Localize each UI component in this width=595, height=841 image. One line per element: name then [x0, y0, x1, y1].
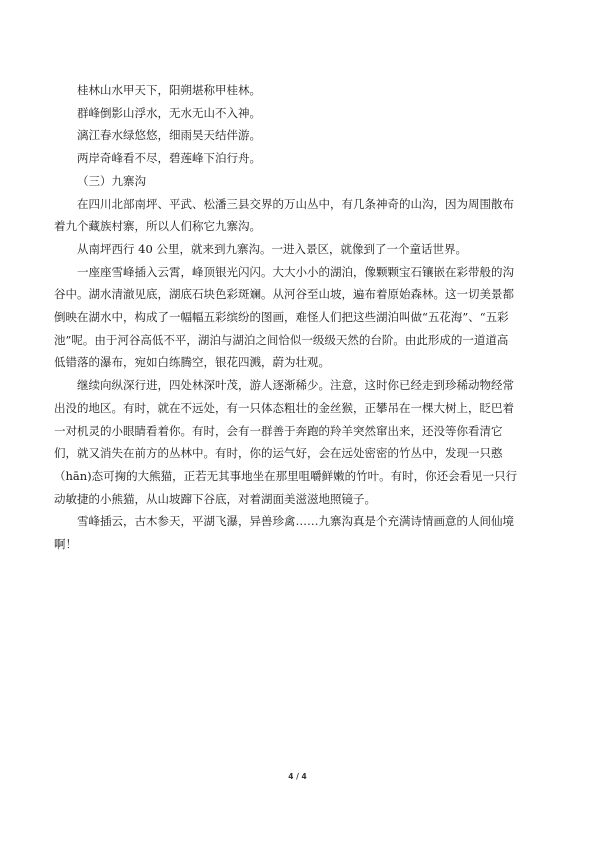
poem-line: 群峰倒影山浮水，无水无山不入神。: [77, 105, 261, 120]
paragraph-line: 一对机灵的小眼睛看着你。有时，会有一群善于奔跑的羚羊突然窜出来，还没等你看清它: [54, 423, 503, 438]
paragraph-line: 继续向纵深行进，四处林深叶茂，游人逐渐稀少。注意，这时你已经走到珍稀动物经常: [77, 378, 514, 393]
paragraph-line: 着九个藏族村寨，所以人们称它九寨沟。: [54, 219, 261, 234]
paragraph-line: 一座座雪峰插入云霄，峰顶银光闪闪。大大小小的湖泊，像颗颗宝石镶嵌在彩带般的沟: [77, 264, 514, 279]
paragraph-line: 倒映在湖水中，构成了一幅幅五彩缤纷的图画，难怪人们把这些湖泊叫做“五花海”、“五彩: [54, 310, 509, 325]
paragraph: [54, 374, 542, 510]
paragraph-line: 在四川北部南坪、平武、松潘三县交界的万山丛中，有几条神奇的山沟，因为周围散布: [77, 196, 514, 211]
paragraph-line: 雪峰插云，古木参天，平湖飞瀑，异兽珍禽……九寨沟真是个充满诗情画意的人间仙境: [77, 514, 514, 529]
paragraph-line: 池”呢。由于河谷高低不平，湖泊与湖泊之间恰似一级级天然的台阶。由此形成的一道道高: [54, 332, 509, 347]
paragraph-line: （hān)态可掬的大熊猫，正若无其事地坐在那里咀嚼鲜嫩的竹叶。有时，你还会看见一只行: [54, 468, 518, 483]
section-heading: （三）九寨沟: [77, 173, 146, 188]
paragraph-line: 啊！: [54, 537, 77, 552]
paragraph: [54, 193, 542, 238]
poem-line: 桂林山水甲天下，阳朔堪称甲桂林。: [77, 83, 261, 97]
document-body: [54, 79, 542, 556]
paragraph: [54, 261, 542, 375]
poem-line: 两岸奇峰看不尽，碧莲峰下泊行舟。: [77, 151, 261, 166]
paragraph: [54, 510, 542, 555]
page-number: 4 / 4: [288, 772, 307, 781]
paragraph-line: 们，就又消失在前方的丛林中。有时，你的运气好，会在远处密密的竹丛中，发现一只憨: [54, 446, 503, 461]
paragraph-line: 出没的地区。有时，就在不远处，有一只体态粗壮的金丝猴，正攀吊在一棵大树上，眨巴着: [54, 400, 514, 415]
paragraph-line: 谷中。湖水清澈见底，湖底石块色彩斑斓。从河谷至山坡，遍布着原始森林。这一切美景都: [54, 287, 514, 302]
paragraph-line: 从南坪西行 40 公里，就来到九寨沟。一进入景区，就像到了一个童话世界。: [77, 241, 467, 256]
poem-line: 漓江春水绿悠悠，细雨昊天结伴游。: [77, 128, 261, 143]
paragraph: [54, 238, 542, 261]
paragraph-line: 低错落的瀑布，宛如白练腾空，银花四溅，蔚为壮观。: [54, 355, 330, 370]
paragraph-line: 动敏捷的小熊猫，从山坡蹿下谷底，对着湖面美滋滋地照镜子。: [54, 491, 376, 506]
